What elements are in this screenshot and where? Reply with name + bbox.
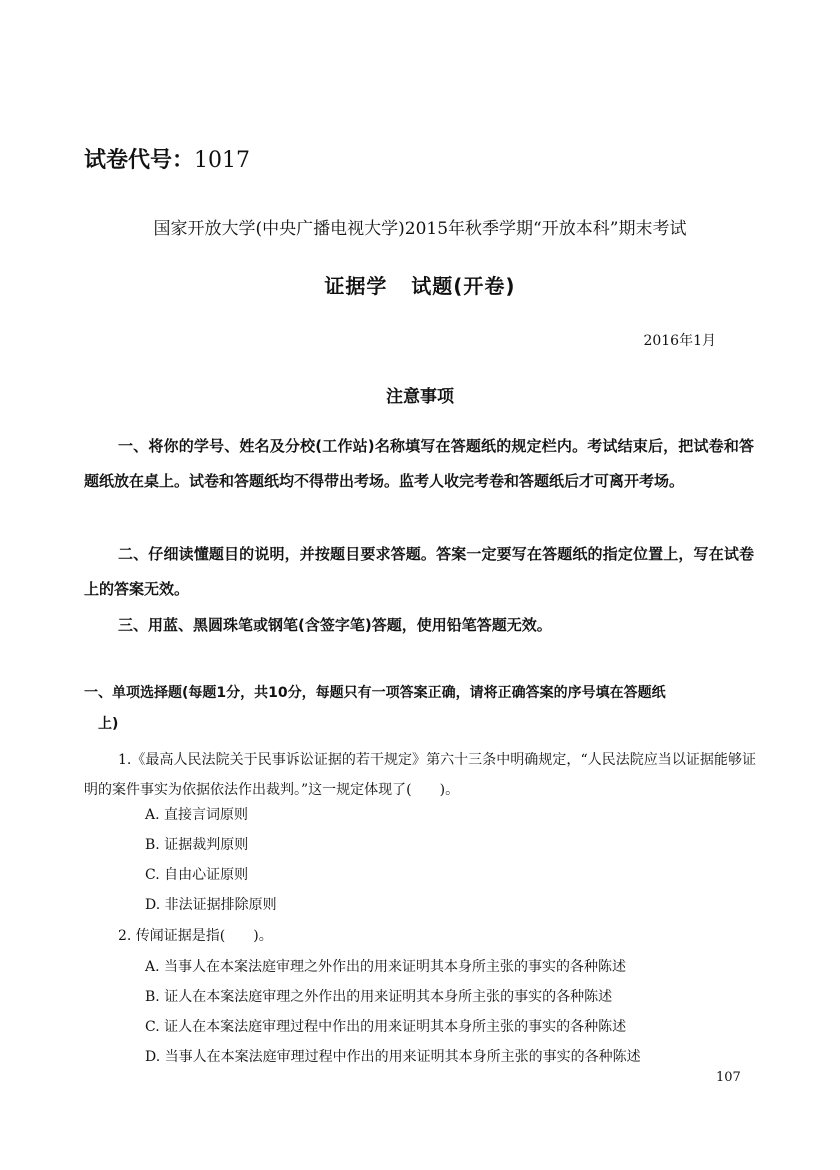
question-1-option-d: D. 非法证据排除原则: [145, 897, 277, 913]
question-2-option-a: A. 当事人在本案法庭审理之外作出的用来证明其本身所主张的事实的各种陈述: [145, 959, 627, 975]
paper-code-value: 1017: [194, 148, 251, 173]
question-2-stem: 2. 传闻证据是指( )。: [118, 928, 273, 944]
question-2-option-c: C. 证人在本案法庭审理过程中作出的用来证明其本身所主张的事实的各种陈述: [145, 1019, 627, 1035]
section-heading: [84, 678, 754, 740]
exam-name: 国家开放大学(中央广播电视大学)2015年秋季学期“开放本科”期末考试: [153, 219, 687, 239]
notice-item-2: 二、仔细读懂题目的说明，并按题目要求答题。答案一定要写在答题纸的指定位置上，写在试卷上的答案无效。: [84, 545, 754, 598]
question-1-stem: 1.《最高人民法院关于民事诉讼证据的若干规定》第六十三条中明确规定，“人民法院应当以证据能够证明的案件事实为依据依法作出裁判。”这一规定体现了( )。: [84, 752, 756, 798]
section-heading-line-2: 上): [98, 716, 119, 732]
question-1-option-b: B. 证据裁判原则: [145, 837, 249, 853]
paper-code-label: 试卷代号：: [84, 148, 195, 173]
question-2-option-b: B. 证人在本案法庭审理之外作出的用来证明其本身所主张的事实的各种陈述: [145, 989, 613, 1005]
paper-title: 证据学 试题(开卷): [324, 274, 516, 298]
section-heading-line-1: 一、单项选择题(每题1分，共10分，每题只有一项答案正确，请将正确答案的序号填在答题纸: [84, 685, 666, 701]
notice-item-1: 一、将你的学号、姓名及分校(工作站)名称填写在答题纸的规定栏内。考试结束后，把试卷和答题纸放在桌上。试卷和答题纸均不得带出考场。监考人收完考卷和答题纸后才可离开考场。: [84, 437, 754, 490]
notice-heading: 注意事项: [386, 387, 454, 407]
page-number: 107: [716, 1070, 741, 1085]
paper-code: [84, 143, 250, 174]
question-1-option-c: C. 自由心证原则: [145, 867, 249, 883]
notice-item-3: 三、用蓝、黑圆珠笔或钢笔(含签字笔)答题，使用铅笔答题无效。: [118, 616, 552, 634]
question-1-option-a: A. 直接言词原则: [145, 807, 249, 823]
question-2-option-d: D. 当事人在本案法庭审理过程中作出的用来证明其本身所主张的事实的各种陈述: [145, 1049, 641, 1065]
exam-date: 2016年1月: [643, 333, 716, 349]
